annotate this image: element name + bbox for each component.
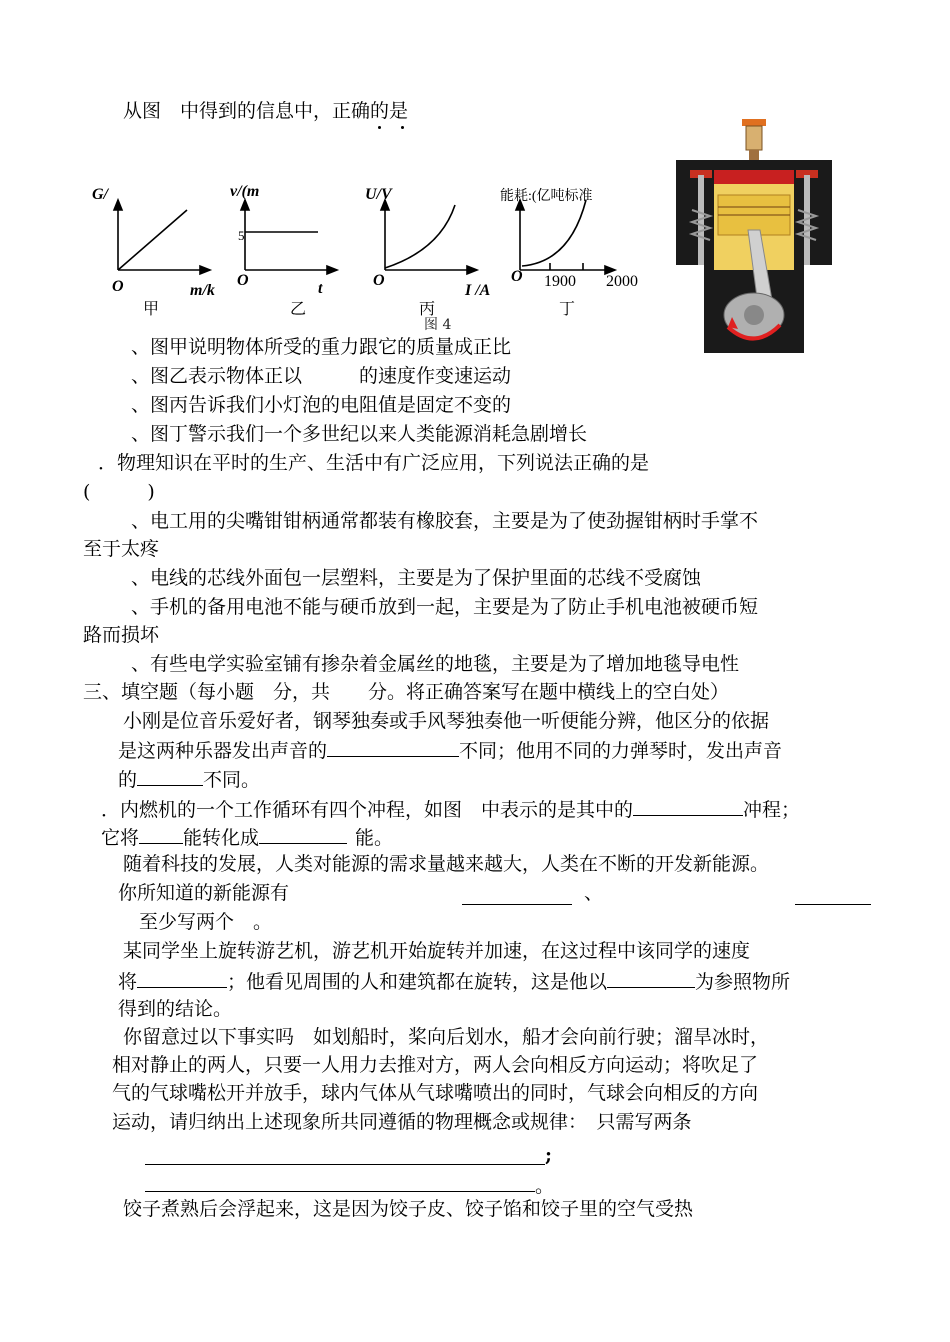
fill-3-line-2: 你所知道的新能源有 bbox=[118, 882, 290, 904]
answer-blank[interactable] bbox=[795, 884, 871, 905]
question-intro: 从图 中得到的信息中，正确的是 bbox=[123, 100, 409, 122]
fill-2-line-2 bbox=[101, 823, 393, 851]
fill-5-line-1: 你留意过以下事实吗 如划船时，桨向后划水，船才会向前行驶；溜旱冰时， bbox=[123, 1026, 770, 1048]
graph-yi-origin: O bbox=[237, 272, 249, 289]
graph-ding-x2: 2000 bbox=[606, 273, 638, 290]
figure-caption: 图 4 bbox=[424, 317, 452, 333]
answer-paren: ( ) bbox=[83, 481, 155, 503]
graph-bing-ylabel: U/V bbox=[365, 186, 392, 203]
graph-yi-tick: 5 bbox=[238, 228, 245, 243]
graph-bing-origin: O bbox=[373, 272, 385, 289]
arrow-icon bbox=[200, 266, 210, 274]
graph-bing-xlabel: I /A bbox=[465, 282, 491, 299]
fill-1-text-d: 不同。 bbox=[203, 769, 261, 791]
question-2-stem: ．物理知识在平时的生产、生活中有广泛应用，下列说法正确的是 bbox=[98, 452, 650, 474]
graph-yi-xlabel: t bbox=[318, 280, 323, 297]
answer-blank[interactable] bbox=[327, 736, 459, 757]
arrow-icon bbox=[467, 266, 477, 274]
fill-4-text-c: 为参照物所 bbox=[695, 971, 791, 993]
graph-yi-name: 乙 bbox=[290, 301, 307, 318]
graph-jia-xlabel: m/k bbox=[190, 282, 215, 299]
fill-6-line-1: 饺子煮熟后会浮起来，这是因为饺子皮、饺子馅和饺子里的空气受热 bbox=[123, 1198, 694, 1220]
fill-3-line-1: 随着科技的发展，人类对能源的需求量越来越大，人类在不断的开发新能源。 bbox=[123, 853, 770, 875]
q2-option-b: 、电线的芯线外面包一层塑料，主要是为了保护里面的芯线不受腐蚀 bbox=[131, 567, 702, 589]
fill-1-text-a: 是这两种乐器发出声音的 bbox=[118, 740, 328, 762]
q2-option-c: 、手机的备用电池不能与硬币放到一起，主要是为了防止手机电池被硬币短 bbox=[131, 596, 759, 618]
answer-blank[interactable] bbox=[145, 1171, 535, 1192]
answer-blank[interactable] bbox=[139, 823, 183, 844]
answer-blank[interactable] bbox=[633, 795, 743, 816]
fill-1-line-2 bbox=[118, 736, 782, 764]
q2-option-a: 、电工用的尖嘴钳钳柄通常都装有橡胶套，主要是为了使劲握钳柄时手掌不 bbox=[131, 510, 759, 532]
answer-blank[interactable] bbox=[145, 1144, 545, 1165]
graph-ding-origin: O bbox=[511, 268, 523, 285]
option-b: 、图乙表示物体正以 的速度作变速运动 bbox=[131, 365, 512, 387]
graph-jia-name: 甲 bbox=[143, 301, 160, 318]
answer-blank[interactable] bbox=[462, 884, 572, 905]
option-a: 、图甲说明物体所受的重力跟它的质量成正比 bbox=[131, 336, 512, 358]
fill-1-line-3 bbox=[118, 765, 260, 793]
fill-4-line-3: 得到的结论。 bbox=[118, 998, 233, 1020]
fill-1-line-1: 小刚是位音乐爱好者，钢琴独奏或手风琴独奏他一听便能分辨，他区分的依据 bbox=[123, 710, 770, 732]
fill-2-line-1 bbox=[101, 795, 800, 823]
fill-2-text-c: 它将 bbox=[101, 827, 140, 849]
graph-ding-ylabel: 能耗:(亿吨标准 bbox=[500, 189, 593, 204]
fill-2-text-d: 能转化成 bbox=[183, 827, 260, 849]
fill-5-line-2: 相对静止的两人，只要一人用力去推对方，两人会向相反方向运动；将吹足了 bbox=[112, 1054, 759, 1076]
fill-2-text-a: ．内燃机的一个工作循环有四个冲程，如图 中表示的是其中的 bbox=[101, 799, 634, 821]
fill-4-line-2 bbox=[118, 967, 790, 995]
graph-jia-ylabel: G/ bbox=[92, 186, 108, 203]
fill-5-line-3: 气的气球嘴松开并放手，球内气体从气球嘴喷出的同时，气球会向相反的方向 bbox=[112, 1082, 759, 1104]
graph-ding-x1: 1900 bbox=[544, 273, 576, 290]
fill-4-text-a: 将 bbox=[118, 971, 138, 993]
graph-jia-line bbox=[118, 210, 187, 270]
arrow-icon bbox=[114, 200, 122, 210]
fill-5-semicolon: ; bbox=[545, 1144, 553, 1166]
fill-5-period: 。 bbox=[535, 1175, 555, 1197]
q2-option-a-cont: 至于太疼 bbox=[83, 538, 160, 560]
fill-4-line-1: 某同学坐上旋转游艺机，游艺机开始旋转并加速，在这过程中该同学的速度 bbox=[123, 940, 751, 962]
fill-2-text-e: 能。 bbox=[355, 827, 394, 849]
answer-blank[interactable] bbox=[259, 823, 347, 844]
option-d: 、图丁警示我们一个多世纪以来人类能源消耗急剧增长 bbox=[131, 423, 588, 445]
option-c: 、图丙告诉我们小灯泡的电阻值是固定不变的 bbox=[131, 394, 512, 416]
fill-1-text-b: 不同；他用不同的力弹琴时，发出声音 bbox=[459, 740, 783, 762]
fill-3-separator: 、 bbox=[584, 882, 604, 904]
fill-2-text-b: 冲程； bbox=[743, 799, 801, 821]
graph-ding-name: 丁 bbox=[559, 301, 576, 318]
arrow-icon bbox=[327, 266, 337, 274]
engine-cylinder-illustration bbox=[676, 115, 832, 353]
arrow-icon bbox=[241, 200, 249, 210]
fill-5-line-4: 运动，请归纳出上述现象所共同遵循的物理概念或规律： 只需写两条 bbox=[112, 1111, 692, 1133]
answer-blank[interactable] bbox=[607, 967, 695, 988]
q2-option-d: 、有些电学实验室铺有掺杂着金属丝的地毯，主要是为了增加地毯导电性 bbox=[131, 653, 740, 675]
fill-3-line-3: 至少写两个 。 bbox=[139, 911, 273, 933]
graph-bing-curve bbox=[385, 205, 455, 268]
graph-bing-name: 丙 bbox=[419, 301, 436, 318]
graph-ding-curve bbox=[522, 200, 586, 266]
graph-yi-ylabel: v/(m bbox=[230, 183, 260, 200]
fill-1-text-c: 的 bbox=[118, 769, 138, 791]
answer-blank[interactable] bbox=[137, 765, 203, 786]
fill-4-text-b: ；他看见周围的人和建筑都在旋转，这是他以 bbox=[227, 971, 608, 993]
q2-option-c-cont: 路而损坏 bbox=[83, 624, 160, 646]
answer-blank[interactable] bbox=[137, 967, 227, 988]
graph-jia-origin: O bbox=[112, 278, 124, 295]
section-heading: 三、填空题（每小题 分，共 分。将正确答案写在题中横线上的空白处） bbox=[83, 681, 730, 703]
